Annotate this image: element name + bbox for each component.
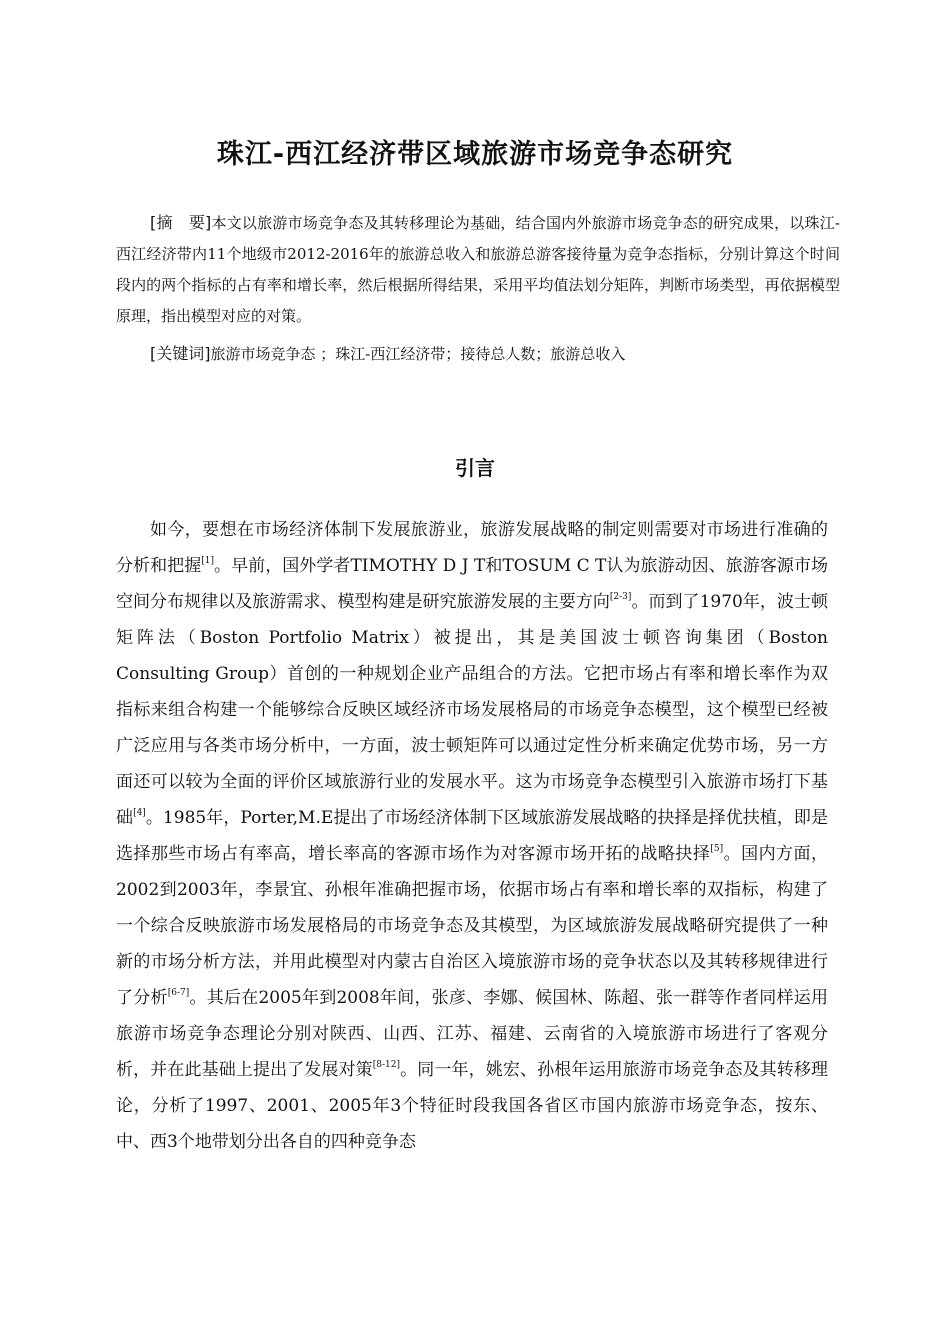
- citation-1: [1]: [201, 556, 214, 566]
- keywords-label: [关键词]: [150, 344, 211, 363]
- abstract-paragraph: [116, 207, 840, 332]
- citation-4: [4]: [133, 808, 146, 818]
- body-sentence-2: 。早前，国外学者TIMOTHY D J T和TOSUM C T认为旅游动因、旅游客源市场空间分布规律以及旅游需求、模型构建是研究旅游发展的主要方向: [116, 556, 829, 612]
- body-sentence-6: 。其后在2005年到2008年间，张彦、李娜、候国林、陈超、张一群等作者同样运用旅游市场竞争态理论分别对陕西、山西、江苏、福建、云南省的入境旅游市场进行了客观分析，并在此基础上提出了发展对策: [116, 988, 829, 1080]
- abstract-label: [摘 要]: [150, 213, 212, 232]
- paper-title: 珠江-西江经济带区域旅游市场竞争态研究: [216, 139, 734, 170]
- abstract-text: 本文以旅游市场竞争态及其转移理论为基础，结合国内外旅游市场竞争态的研究成果，以珠江-西江经济带内11个地级市2012-2016年的旅游总收入和旅游总游客接待量为竞争态指标，分别计算这个时间段内的两个指标的占有率和增长率，然后根据所得结果，采用平均值法划分矩阵，判断市场类型，再依据模型原理，指出模型对应的对策。: [116, 214, 840, 325]
- body-sentence-4: 。1985年，Porter,M.E提出了市场经济体制下区域旅游发展战略的抉择是择优扶植，即是选择那些市场占有率高，增长率高的客源市场作为对客源市场开拓的战略抉择: [116, 808, 828, 864]
- citation-6-7: [6-7]: [167, 988, 190, 998]
- abstract-block: [116, 207, 840, 370]
- body-sentence-1: 如今，要想在市场经济体制下发展旅游业，旅游发展战略的制定则需要对市场进行准确的分析和把握: [116, 520, 828, 576]
- introduction-paragraph: [116, 512, 828, 1160]
- citation-8-12: [8-12]: [372, 1060, 401, 1070]
- section-heading-introduction: 引言: [455, 456, 495, 480]
- body-sentence-7: 。同一年，姚宏、孙根年运用旅游市场竞争态及其转移理论，分析了1997、2001、2005年3个特征时段我国各省区市国内旅游市场竞争态，按东、中、西3个地带划分出各自的四种竞争态: [116, 1060, 828, 1152]
- keywords-paragraph: [116, 338, 840, 370]
- keywords-text: 旅游市场竞争态 ；珠江-西江经济带；接待总人数；旅游总收入: [210, 345, 626, 363]
- body-sentence-3: 。而到了1970年，波士顿矩阵法（Boston Portfolio Matrix）被提出，其是美国波士顿咨询集团（Boston Consulting Group）首创的一种规划企业产品组合的方法。它把市场占有率和增长率作为双指标来组合构建一个能够综合反映区域经济市场发展格局的市场竞争态模型，这个模型已经被广泛应用与各类市场分析中，一方面，波士顿矩阵可以通过定性分析来确定优势市场，另一方面还可以较为全面的评价区域旅游行业的发展水平。这为市场竞争态模型引入旅游市场打下基础: [116, 592, 828, 828]
- body-sentence-5: 。国内方面，2002到2003年，李景宜、孙根年准确把握市场，依据市场占有率和增长率的双指标，构建了一个综合反映旅游市场发展格局的市场竞争态及其模型，为区域旅游发展战略研究提供了一种新的市场分析方法，并用此模型对内蒙古自治区入境旅游市场的竞争状态以及其转移规律进行了分析: [116, 844, 829, 1008]
- citation-2-3: [2-3]: [609, 592, 632, 602]
- citation-5: [5]: [710, 844, 724, 854]
